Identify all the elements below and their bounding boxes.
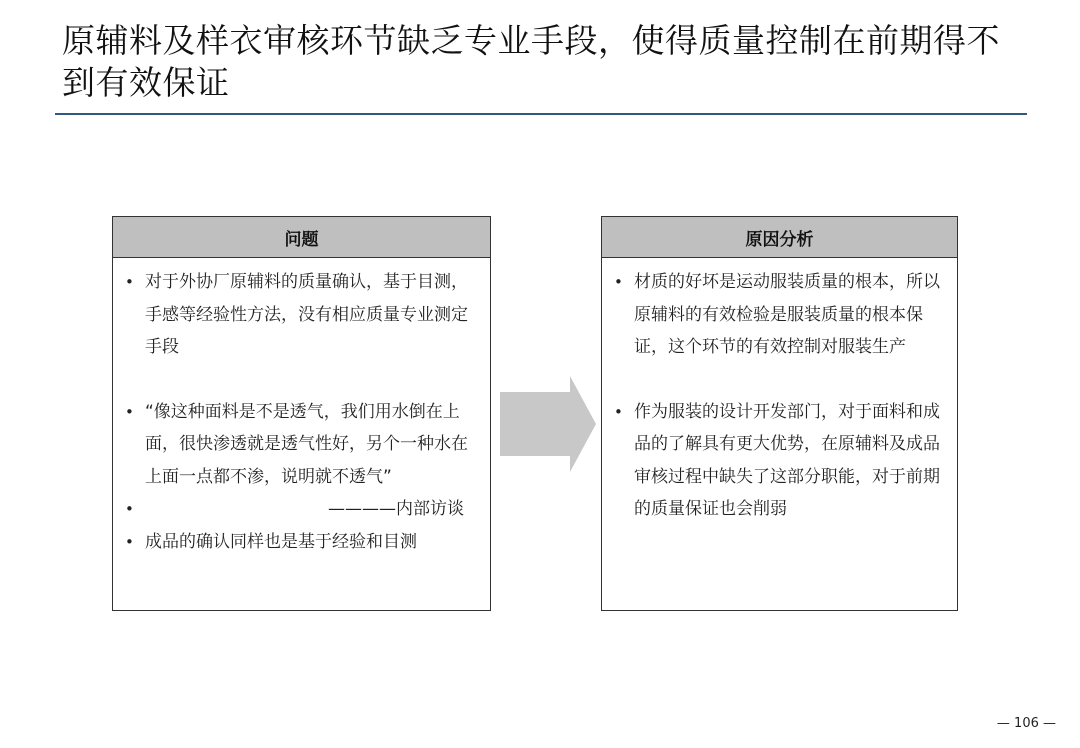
list-item (123, 526, 474, 559)
page-number: — 106 — (996, 716, 1056, 731)
problem-list (113, 258, 490, 558)
cause-analysis-panel (601, 216, 958, 611)
right-arrow-icon (500, 376, 596, 472)
list-item-text: “像这种面料是不是透气，我们用水倒在上面，很快渗透就是透气性好，另个一种水在上面一点都不渗，说明就不透气” (145, 401, 468, 487)
bullet-icon: • (125, 402, 134, 421)
bullet-icon: • (125, 273, 134, 291)
bullet-icon: • (614, 402, 623, 421)
list-item-text: 作为服装的设计开发部门，对于面料和成品的了解具有更大优势，在原辅料及成品审核过程中缺失了这部分职能，对于前期的质量保证也会削弱 (634, 401, 940, 519)
slide-title: 原辅料及样衣审核环节缺乏专业手段，使得质量控制在前期得不到有效保证 (62, 21, 1000, 102)
list-item (612, 396, 941, 526)
cause-analysis-header: 原因分析 (602, 217, 957, 258)
list-item-text: 材质的好坏是运动服装质量的根本，所以原辅料的有效检验是服装质量的根本保证，这个环节的有效控制对服装生产 (634, 272, 940, 357)
list-item (123, 493, 474, 526)
list-item-text: 对于外协厂原辅料的质量确认，基于目测，手感等经验性方法，没有相应质量专业测定手段 (145, 272, 468, 357)
bullet-icon: • (614, 273, 623, 291)
cause-analysis-list (602, 258, 957, 526)
bullet-icon: • (125, 532, 134, 551)
bullet-icon: • (125, 500, 134, 518)
problem-panel-header: 问题 (113, 217, 490, 258)
list-item-text: 成品的确认同样也是基于经验和目测 (145, 531, 417, 552)
interview-attribution: ————内部访谈 (328, 499, 464, 519)
list-item (123, 266, 474, 364)
title-divider (55, 113, 1027, 115)
list-item (123, 396, 474, 494)
problem-panel (112, 216, 491, 611)
list-item (612, 266, 941, 364)
